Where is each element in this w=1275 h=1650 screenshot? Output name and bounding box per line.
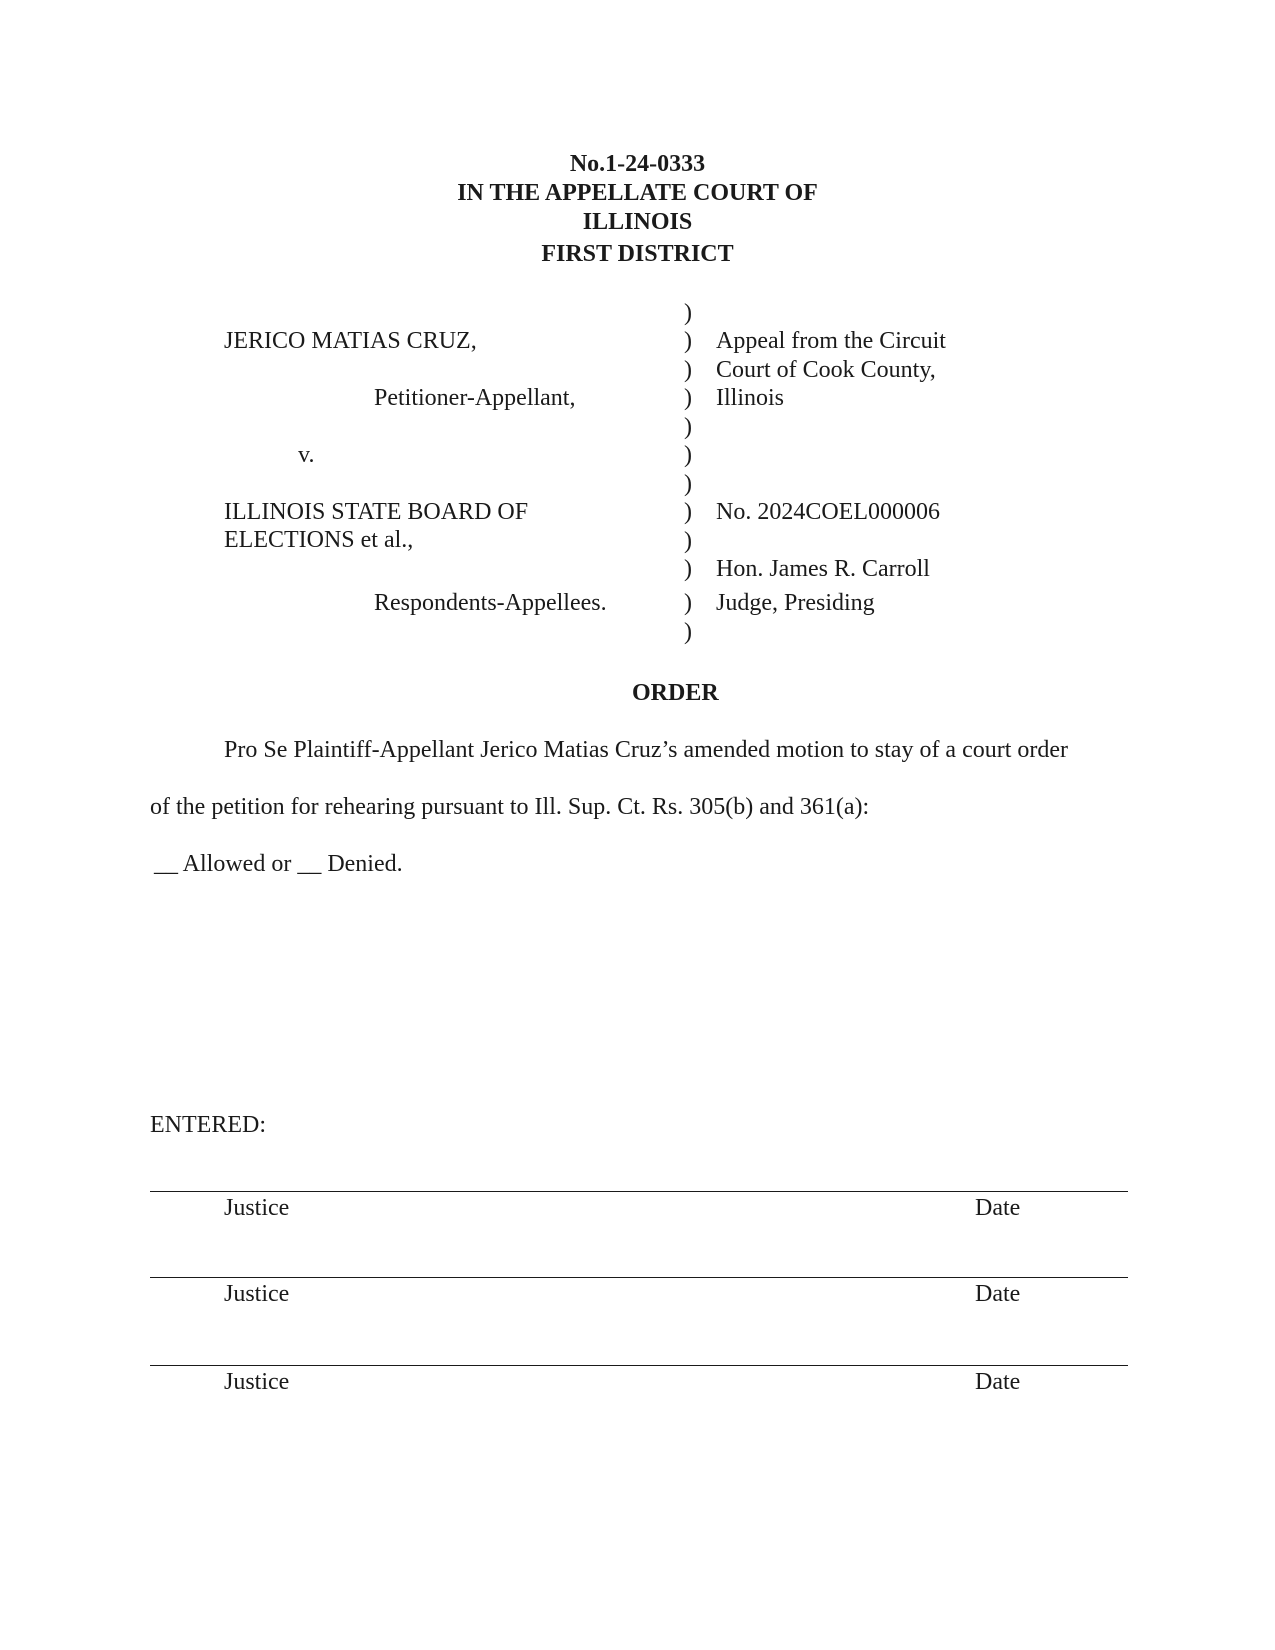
court-name-line2: ILLINOIS: [582, 209, 693, 235]
justice-label: Justice: [224, 1369, 290, 1395]
court-name-line1: IN THE APPELLATE COURT OF: [457, 180, 818, 206]
date-label: Date: [975, 1369, 1021, 1395]
caption-paren: ): [684, 442, 692, 468]
caption-paren: ): [684, 300, 692, 326]
caption-paren: ): [684, 385, 692, 411]
caption-paren: ): [684, 619, 692, 645]
caption-paren: ): [684, 556, 692, 582]
appeal-from-line3: Illinois: [716, 385, 785, 411]
entered-label: ENTERED:: [150, 1112, 266, 1138]
caption-paren: ): [684, 357, 692, 383]
respondent-role: Respondents-Appellees.: [374, 590, 607, 616]
case-number: No.1-24-0333: [569, 151, 706, 177]
caption-paren: ): [684, 328, 692, 354]
appeal-from-line2: Court of Cook County,: [716, 357, 936, 383]
order-disposition: __ Allowed or __ Denied.: [154, 851, 403, 877]
signature-line: [150, 1277, 1128, 1278]
petitioner-role: Petitioner-Appellant,: [374, 385, 576, 411]
lower-court-case-number: No. 2024COEL000006: [716, 499, 940, 525]
respondent-name-line2: ELECTIONS et al.,: [224, 527, 414, 553]
petitioner-name: JERICO MATIAS CRUZ,: [224, 328, 477, 354]
judge-name: Hon. James R. Carroll: [716, 556, 930, 582]
caption-paren: ): [684, 499, 692, 525]
order-body-line1: Pro Se Plaintiff-Appellant Jerico Matias Cruz’s amended motion to stay of a court order: [224, 737, 1069, 763]
signature-line: [150, 1365, 1128, 1366]
versus-label: v.: [298, 442, 315, 468]
judge-title: Judge, Presiding: [716, 590, 875, 616]
respondent-name-line1: ILLINOIS STATE BOARD OF: [224, 499, 529, 525]
order-body-line2: of the petition for rehearing pursuant to Ill. Sup. Ct. Rs. 305(b) and 361(a):: [150, 794, 870, 820]
caption-paren: ): [684, 471, 692, 497]
order-title: ORDER: [632, 680, 719, 706]
signature-line: [150, 1191, 1128, 1192]
justice-label: Justice: [224, 1281, 290, 1307]
date-label: Date: [975, 1195, 1021, 1221]
district-name: FIRST DISTRICT: [541, 241, 734, 267]
caption-paren: ): [684, 414, 692, 440]
justice-label: Justice: [224, 1195, 290, 1221]
caption-paren: ): [684, 528, 692, 554]
caption-paren: ): [684, 590, 692, 616]
appeal-from-line1: Appeal from the Circuit: [716, 328, 946, 354]
date-label: Date: [975, 1281, 1021, 1307]
